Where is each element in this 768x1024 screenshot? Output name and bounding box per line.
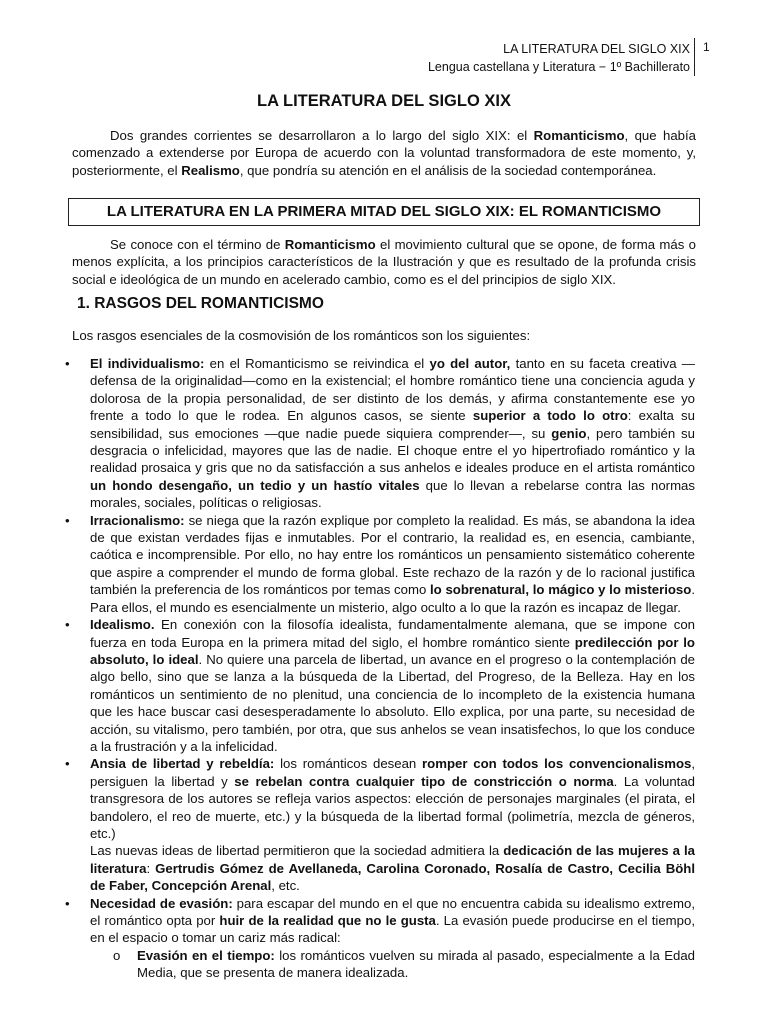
bold-text: lo sobrenatural, lo mágico y lo misterioso [430, 582, 692, 598]
text-run: : exalta su sensibilidad, sus emociones —que nadie puede siquiera comprender—, su [90, 408, 695, 441]
romanticismo-paragraph [72, 236, 696, 288]
bold-text: Gertrudis Gómez de Avellaneda, Carolina Coronado, Rosalía de Castro, Cecilia Böhl de Faber, Concepción Arenal [90, 860, 696, 894]
running-header [428, 40, 690, 76]
bold-text: superior a todo lo otro [472, 408, 628, 424]
bold-text: Romanticismo [533, 128, 625, 143]
bold-text: El individualismo: [90, 356, 205, 371]
text-run: tanto en su faceta creativa —defensa de la originalidad—como en la existencial; el hombre romántico tiene una conciencia aguda y dolorosa de la propia personalidad, de ser distinto de los demás, y afirma constantemente ese yo frente a todo lo que le rodea. En algunos casos, se siente [90, 356, 695, 424]
text-run: los románticos vuelven su mirada al pasado, especialmente a la Edad Media, que se presenta de manera idealizada. [137, 947, 695, 981]
text-run: En conexión con la filosofía idealista, fundamentalmente alemana, que se impone con fuerza en toda Europa en la primera mitad del siglo, el hombre romántico siente [90, 617, 695, 650]
section-lead: Los rasgos esenciales de la cosmovisión de los románticos son los siguientes: [72, 328, 531, 343]
text-run: el movimiento cultural que se opone, de forma más o menos explícita, a los principios característicos de la Ilustración y que es resultado de la profunda crisis social e ideológica de un mundo en acelerado cambio, como es el del principios de siglo XIX. [72, 237, 696, 287]
list-item-text [90, 616, 695, 755]
page-title: LA LITERATURA DEL SIGLO XIX [257, 92, 511, 110]
list-item-text [90, 355, 695, 512]
bold-text: Ansia de libertad y rebeldía: [90, 756, 275, 772]
text-run: se niega que la razón explique por completo la realidad. Es más, se abandona la idea de que existan verdades fijas e inmutables. Por el contrario, la realidad es, en esencia, cambiante, caótica e incomprensible. Por ello, no hay entre los románticos un pensamiento sistemático coherente que aspire a comprender el mundo de forma global. Este rechazo de la razón y de lo racional justifica también la preferencia de los románticos por temas como [90, 512, 695, 598]
rasgos-list [65, 355, 696, 982]
list-item-text [90, 842, 695, 894]
text-run: Las nuevas ideas de libertad permitieron que la sociedad admitiera la [90, 843, 504, 859]
bold-text: Necesidad de evasión: [90, 895, 233, 911]
text-run: Dos grandes corrientes se desarrollaron a lo largo del siglo XIX: el [110, 128, 534, 143]
bold-text: romper con todos los convencionalismos [422, 756, 692, 772]
text-run: , etc. [271, 878, 300, 894]
text-run: . La evasión puede producirse en el tiempo, en el espacio o tomar un cariz más radical: [90, 913, 695, 946]
sub-list-item-text [137, 947, 695, 982]
bullet-icon: • [65, 512, 70, 528]
header-title: LA LITERATURA DEL SIGLO XIX [503, 42, 690, 56]
section-box-heading: LA LITERATURA EN LA PRIMERA MITAD DEL SIGLO XIX: EL ROMANTICISMO [68, 198, 700, 226]
bold-text: un hondo desengaño, un tedio y un hastío vitales [90, 477, 420, 493]
bold-text: yo del autor, [429, 356, 511, 371]
text-run: en el Romanticismo se reivindica el [204, 356, 430, 371]
list-item-text [90, 895, 695, 947]
header-subtitle: Lengua castellana y Literatura − 1º Bachillerato [427, 60, 690, 74]
list-item [65, 355, 695, 512]
bold-text: Irracionalismo: [90, 512, 185, 528]
list-item-text [90, 512, 695, 616]
text-run: : [146, 860, 156, 876]
list-item [65, 512, 695, 616]
bold-text: predilección por lo absoluto, lo ideal [90, 634, 695, 667]
intro-paragraph [72, 127, 696, 179]
bold-text: Idealismo. [90, 617, 155, 633]
text-run: los románticos desean [274, 756, 423, 772]
list-item [65, 755, 696, 894]
bold-text: dedicación de las mujeres a la literatura [90, 843, 695, 876]
bold-text: se rebelan contra cualquier tipo de constricción o norma [234, 773, 614, 789]
list-item-text [90, 755, 695, 842]
bullet-icon: • [65, 356, 70, 371]
list-item [65, 616, 695, 755]
text-run: , pero también su desgracia o infelicidad, mayores que las de nadie. El choque entre el yo hipertrofiado romántico y la realidad prosaica y gris que no da satisfacción a sus anhelos e ideales produce en el artista romántico [90, 425, 695, 476]
bold-text: huir de la realidad que no le gusta [219, 913, 436, 928]
sub-list-item [113, 947, 695, 982]
text-run: Se conoce con el término de [110, 237, 285, 252]
bold-text: Romanticismo [284, 237, 376, 252]
text-run: , que había comenzado a extenderse por Europa de acuerdo con la voluntad transformadora de este momento, y, posteriormente, el [72, 128, 696, 178]
text-run: que lo llevan a rebelarse contra las normas morales, sociales, políticas o religiosas. [90, 477, 695, 511]
section-heading: 1. RASGOS DEL ROMANTICISMO [77, 295, 324, 312]
romanticismo-text [72, 236, 696, 288]
list-item [65, 895, 695, 982]
bold-text: genio [551, 425, 587, 441]
text-run: . La voluntad transgresora de los autores se refleja varios aspectos: elección de personajes marginales (el pirata, el bandolero, el reo de muerte, etc.) y la búsqueda de la libertad formal (polimetría, mezcla de géneros, etc.) [90, 773, 695, 841]
bold-text: Realismo [181, 162, 240, 178]
page-number: 1 [703, 40, 710, 54]
bullet-icon: • [65, 617, 70, 633]
bullet-icon: • [65, 756, 70, 772]
sub-bullet-icon: o [113, 947, 121, 963]
text-run: . No quiere una parcela de libertad, un avance en el progreso o la contemplación de algo bello, sino que se lanza a la búsqueda de la Libertad, del Progreso, de la Belleza. Hay en los románticos un sentimiento de no plenitud, una conciencia de lo incompleto de la existencia humana que les hace buscar casi desesperadamente lo absoluto. Ello explica, por una parte, su necesidad de acción, su vitalismo, pero también, por otra, que sus anhelos se vean insatisfechos, lo que los conduce a la frustración y a la infelicidad. [90, 651, 695, 754]
text-run: . Para ellos, el mundo es esencialmente un misterio, algo oculto a lo que la razón es incapaz de llegar. [90, 582, 695, 615]
bullet-icon: • [65, 895, 70, 911]
intro-text [72, 127, 696, 179]
bold-text: Evasión en el tiempo: [137, 947, 275, 963]
text-run: , persiguen la libertad y [90, 756, 696, 789]
text-run: para escapar del mundo en el que no encuentra cabida su idealismo extremo, el romántico opta por [90, 895, 695, 928]
header-divider [694, 38, 695, 76]
text-run: , que pondría su atención en el análisis de la sociedad contemporánea. [239, 162, 657, 178]
